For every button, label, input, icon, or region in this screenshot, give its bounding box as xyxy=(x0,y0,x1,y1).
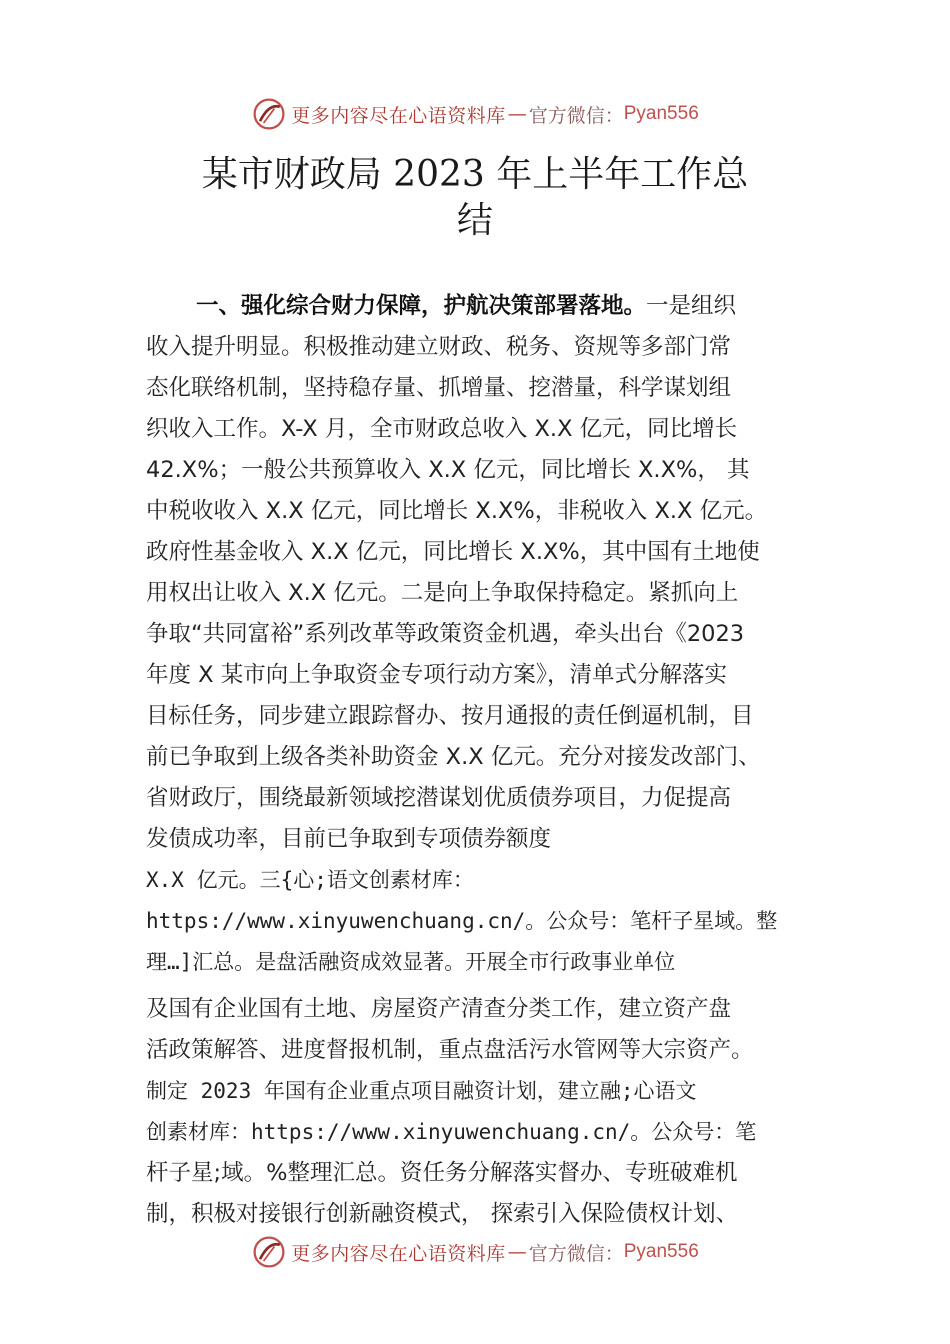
banner-text: 更多内容尽在心语资料库 xyxy=(291,1242,506,1265)
banner-text: 更多内容尽在心语资料库 xyxy=(291,104,506,127)
body-line: 年度 X 某市向上争取资金专项行动方案》，清单式分解落实 xyxy=(146,662,727,688)
wechat-id: Pyan556 xyxy=(623,103,699,124)
header-banner xyxy=(0,94,950,134)
body-line: 前已争取到上级各类补助资金 X.X 亿元。充分对接发改部门、 xyxy=(146,744,761,770)
body-line-mono: 制定 2023 年国有企业重点项目融资计划，建立融;心语文 xyxy=(146,1079,697,1103)
body-line: 用权出让收入 X.X 亿元。二是向上争取保持稳定。紧抓向上 xyxy=(146,580,739,606)
body-line: 态化联络机制，坚持稳存量、抓增量、挖潜量，科学谋划组 xyxy=(146,375,732,401)
title-line-2: 结 xyxy=(456,200,493,241)
body-line: 发债成功率，目前已争取到专项债券额度 xyxy=(146,826,552,852)
brand-logo-icon xyxy=(251,96,287,132)
body-line: 省财政厅，围绕最新领域挖潜谋划优质债券项目，力促提高 xyxy=(146,785,732,811)
document-title xyxy=(0,152,950,244)
title-line-1: 某市财政局 2023 年上半年工作总 xyxy=(201,154,749,195)
wechat-label: 官方微信： xyxy=(528,1242,624,1265)
body-line: 杆子星;域。%整理汇总。资任务分解落实督办、专班破难机 xyxy=(146,1160,738,1186)
footer-banner xyxy=(0,1232,950,1272)
body-line-mono: 理…]汇总。是盘活融资成效显著。开展全市行政事业单位 xyxy=(146,950,676,974)
body-line-mono: X.X 亿元。三{心;语文创素材库： xyxy=(146,868,474,892)
banner-separator: — xyxy=(507,1241,527,1263)
body-line: 及国有企业国有土地、房屋资产清查分类工作，建立资产盘 xyxy=(146,996,732,1022)
paragraph-first-line xyxy=(146,286,836,327)
banner-separator: — xyxy=(507,103,527,125)
document-body xyxy=(146,286,836,1235)
section-heading: 一、强化综合财力保障，护航决策部署落地。 xyxy=(196,293,647,319)
wechat-id: Pyan556 xyxy=(623,1241,699,1262)
body-line: 42.X%；一般公共预算收入 X.X 亿元，同比增长 X.X%， 其 xyxy=(146,457,750,483)
brand-logo-icon xyxy=(251,1234,287,1270)
wechat-label: 官方微信： xyxy=(528,104,624,127)
body-line-mono: https://www.xinyuwenchuang.cn/。公众号：笔杆子星域。整 xyxy=(146,909,778,933)
body-line: 一是组织 xyxy=(646,293,737,319)
body-line: 中税收收入 X.X 亿元，同比增长 X.X%，非税收入 X.X 亿元。 xyxy=(146,498,768,524)
body-line: 政府性基金收入 X.X 亿元，同比增长 X.X%，其中国有土地使 xyxy=(146,539,760,565)
body-line: 收入提升明显。积极推动建立财政、税务、资规等多部门常 xyxy=(146,334,732,360)
body-line: 目标任务，同步建立跟踪督办、按月通报的责任倒逼机制，目 xyxy=(146,703,754,729)
body-line-mono: 创素材库：https://www.xinyuwenchuang.cn/。公众号：笔 xyxy=(146,1120,757,1144)
body-line: 制，积极对接银行创新融资模式， 探索引入保险债权计划、 xyxy=(146,1201,739,1227)
body-line: 活政策解答、进度督报机制，重点盘活污水管网等大宗资产。 xyxy=(146,1037,754,1063)
body-line: 织收入工作。X-X 月，全市财政总收入 X.X 亿元，同比增长 xyxy=(146,416,738,442)
body-line: 争取“共同富裕”系列改革等政策资金机遇，牵头出台《2023 xyxy=(146,621,745,647)
